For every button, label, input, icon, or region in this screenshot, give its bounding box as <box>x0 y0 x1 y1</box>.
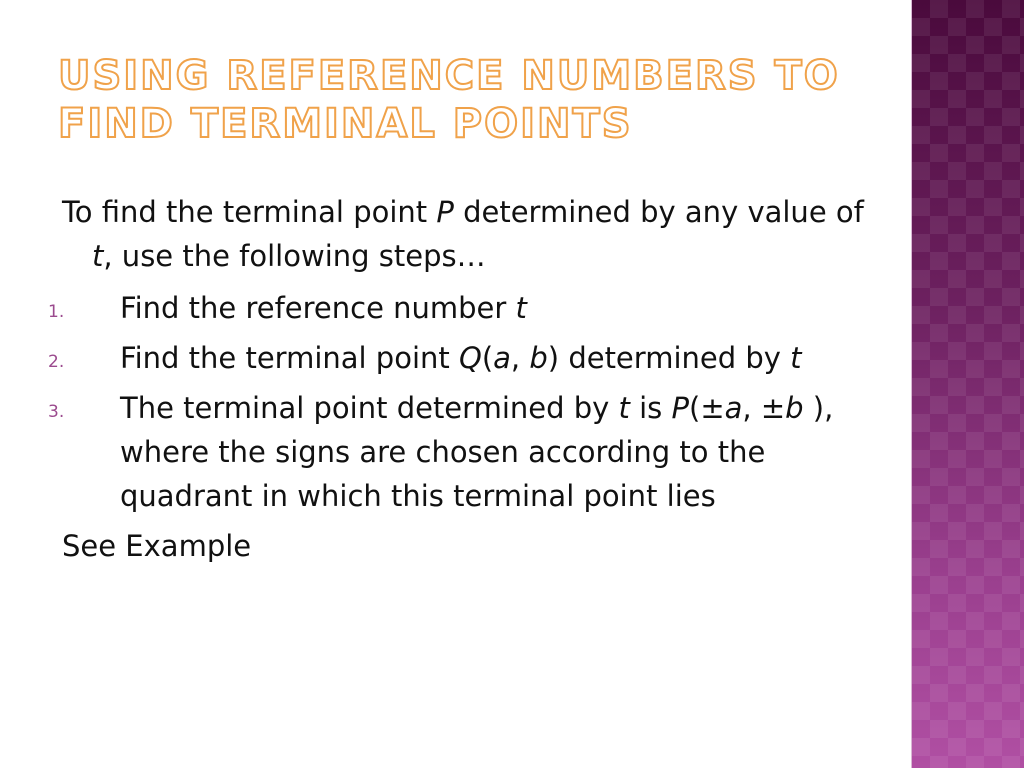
step-var-a: a <box>724 391 743 425</box>
see-example-text: See Example <box>62 529 252 563</box>
step-text: ( <box>481 341 494 375</box>
step-text: is <box>629 391 672 425</box>
intro-var-p: P <box>436 195 454 229</box>
step-var-t: t <box>618 391 630 425</box>
step-number: 1. <box>48 302 65 322</box>
step-text: (± <box>689 391 725 425</box>
slide-title-line-1: USING REFERENCE NUMBERS TO <box>58 53 840 99</box>
intro-paragraph <box>62 190 882 278</box>
list-item <box>48 336 882 380</box>
step-text: Find the terminal point <box>120 341 459 375</box>
list-item <box>48 386 882 518</box>
step-text: The terminal point determined by <box>120 391 619 425</box>
step-var-a: a <box>493 341 511 375</box>
intro-text-2: determined by any value of <box>453 195 864 229</box>
intro-text-3: , use the following steps… <box>103 239 486 273</box>
step-var-t: t <box>790 341 802 375</box>
step-var-p: P <box>671 391 689 425</box>
step-var-b: b <box>785 391 804 425</box>
step-text: ), where the signs are chosen according to the quadrant in which this terminal point lies <box>120 391 834 513</box>
step-var-b: b <box>529 341 548 375</box>
step-text: ) determined by <box>547 341 791 375</box>
step-text: Find the reference number <box>120 291 516 325</box>
step-var-t: t <box>515 291 527 325</box>
step-text: , <box>510 341 530 375</box>
step-text: , ± <box>742 391 786 425</box>
decorative-side-band <box>912 0 1024 768</box>
intro-text-1: To find the terminal point <box>62 195 437 229</box>
step-var-q: Q <box>458 341 482 375</box>
step-number: 2. <box>48 352 65 372</box>
steps-list <box>48 286 882 518</box>
slide-title-line-2: FIND TERMINAL POINTS <box>58 101 633 147</box>
step-number: 3. <box>48 402 65 422</box>
list-item <box>48 286 882 330</box>
intro-var-t: t <box>92 239 104 273</box>
slide-title <box>58 52 898 148</box>
slide-body <box>48 190 882 568</box>
